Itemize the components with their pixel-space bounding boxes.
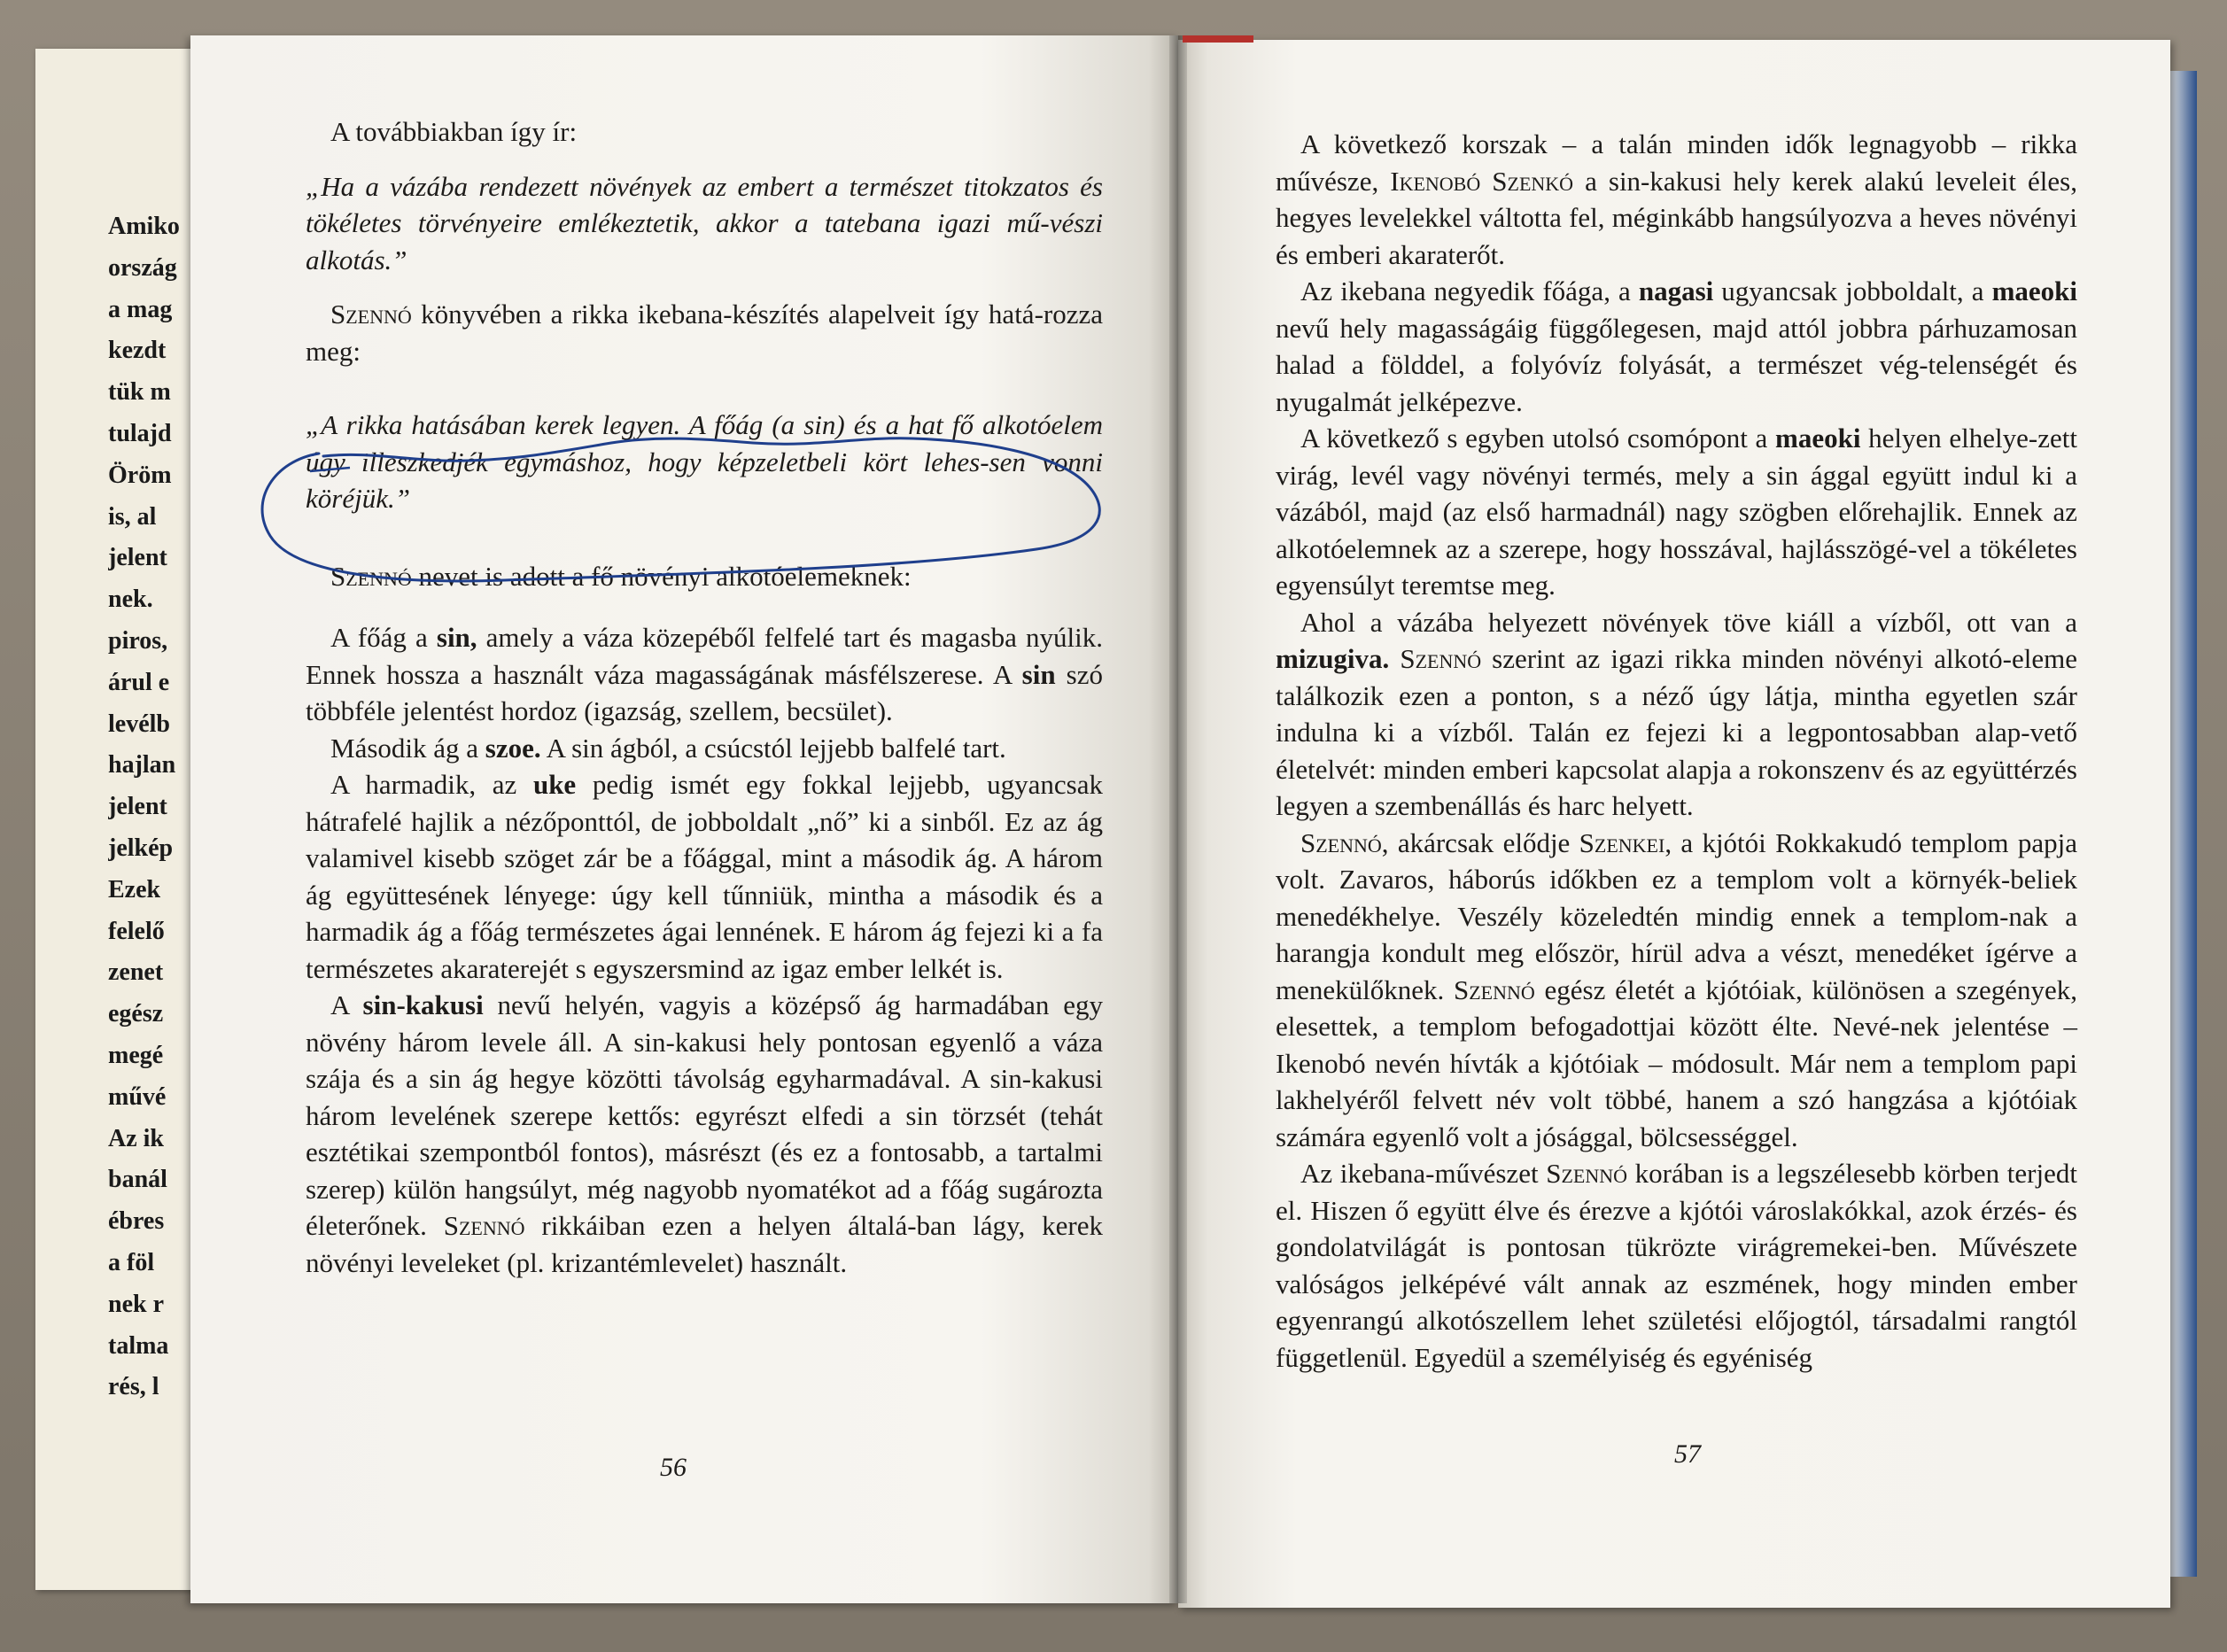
author-name: Szennó [1546, 1158, 1627, 1189]
back-book-line: rés, l [108, 1373, 159, 1401]
back-book-line: kezdt [108, 337, 167, 365]
author-name: Szennó [330, 299, 412, 330]
back-book-line: megé [108, 1041, 164, 1069]
back-book-line: tulajd [108, 419, 172, 447]
back-book-line: Amiko [108, 213, 180, 240]
text: amely a váza közepéből felfelé tart és magasba nyúlik. Ennek hossza a használt váza magasságának másfélszerese. A [306, 622, 1103, 690]
back-book-line: tük m [108, 378, 171, 407]
author-name: Ikenobó Szenkó [1390, 165, 1574, 197]
pen-stroke [262, 438, 1099, 581]
text: nevű helyén, vagyis a középső ág harmadában egy növény három levele áll. A sin-kakusi hely pontosan egyenlő a váza szája és a sin ág hegye közötti távolság egyharmadával. A sin-kakusi három levelének szerepe kettős: egyrészt elfedi a sin törzsét (tehát esztétikai szempontból fontos), másrészt (és ez a fontosabb, a tartalmi szerep) külön hangsúlyt, még nagyobb nyomatékot ad a főág sugározta életerőnek. [306, 989, 1103, 1241]
back-book-line: a mag [108, 295, 173, 323]
back-book-line: piros, [108, 626, 168, 655]
back-book-line: művé [108, 1082, 167, 1111]
pen-stroke [310, 468, 350, 471]
author-name: Szenkei [1579, 826, 1665, 858]
text: A főág a [330, 622, 437, 653]
paragraph [1276, 1155, 2077, 1376]
text: ugyancsak jobboldalt, a [1713, 275, 1992, 306]
text: szó többféle jelentést hordoz (igazság, szellem, becsület). [306, 658, 1103, 726]
back-book-line: banál [108, 1166, 167, 1194]
paragraph [306, 987, 1103, 1281]
quote [306, 168, 1103, 279]
term: uke [532, 769, 577, 800]
pen-circle-annotation [239, 416, 1116, 598]
term: sin, [436, 622, 477, 653]
text: A következő korszak – a talán minden idők legnagyobb – rikka művésze, [1276, 128, 2077, 197]
paragraph [306, 113, 1103, 151]
back-book-line: jelkép [108, 834, 174, 862]
text: A harmadik, az [330, 769, 533, 800]
paragraph [1276, 126, 2077, 273]
author-name: Szennó [443, 1210, 525, 1241]
term: maeoki [1991, 275, 2077, 306]
text: Az ikebana-művészet [1300, 1158, 1547, 1189]
text: egész életét a kjótóiak, különösen a szegények, elesettek, a templom befogadottjai között élte. Nevé-nek jelentése – Ikenobó nevén hívták a kjótóiak – módosult. Már nem a templom papi lakhelyéről felvett név volt többé, hanem a szó hangzása a kjótóiak számára egyenlő volt a jósággal, bölcsességgel. [1276, 973, 2077, 1152]
author-name: Szennó [1300, 826, 1382, 858]
paragraph [306, 766, 1103, 987]
text: A továbbiakban így ír: [330, 116, 578, 147]
back-book-line: hajlan [108, 751, 176, 779]
author-name: Szennó [1400, 643, 1482, 674]
text: nevű hely magasságáig függőlegesen, majd attól jobbra párhuzamosan halad a földdel, a folyóvíz folyását, a természet vég-telenségét és nyugalmát jelképezve. [1276, 312, 2077, 417]
back-book-line: Öröm [108, 461, 172, 489]
term: nagasi [1638, 275, 1714, 306]
back-book-line: talma [108, 1331, 169, 1360]
paragraph [1276, 273, 2077, 420]
paragraph [306, 730, 1103, 767]
back-book-page [35, 49, 213, 1590]
paragraph [306, 619, 1103, 730]
term: mizugiva. [1276, 643, 1390, 674]
paragraph [306, 296, 1103, 369]
text: szerint az igazi rikka minden növényi alkotó-eleme találkozik ezen a ponton, s a néző úgy látja, mintha egyetlen szár indulna ki a vízből. Talán ez fejezi ki a legpontosabban alap-vető életelvét: minden emberi kapcsolat alapja a rokonszenv és az együttérzés legyen a szembenállás és harc helyett. [1276, 643, 2078, 821]
term: maeoki [1775, 423, 1861, 454]
back-book-line: Ezek [108, 875, 161, 904]
back-book-line: egész [108, 1000, 164, 1028]
text: pedig ismét egy fokkal lejjebb, ugyancsak hátrafelé hajlik a nézőponttól, de jobboldalt „nő” ki a sinből. Ez az ág valamivel kisebb szöget zár be a főággal, mint a második ág. A három ág együttesének lényege: úgy kell tűnniük, mintha a második és a harmadik ág a főág természetes ágai lennének. E három ág fejezi ki a fa természetes akaraterejét s egyszersmind az igaz ember lelkét is. [306, 769, 1104, 984]
author-name: Szennó [330, 560, 412, 592]
text: , akárcsak elődje [1381, 826, 1579, 858]
back-book-line: zenet [108, 958, 164, 987]
back-book-line: felelő [108, 917, 165, 945]
paragraph [1276, 825, 2077, 1156]
paragraph [1276, 604, 2077, 825]
term: szoe. [485, 732, 541, 764]
text: a sin-kakusi hely kerek alakú leveleit éles, hegyes levelekkel váltotta fel, méginkább hangsúlyozva a heves növényi és emberi akaraterőt. [1276, 165, 2077, 270]
text: „A rikka hatásában kerek legyen. A főág (a sin) és a hat fő alkotóelem úgy illeszkedjék egymáshoz, hogy képzeletbeli kört lehes-sen vonni köréjük.” [306, 409, 1103, 514]
term: sin-kakusi [362, 989, 484, 1020]
text: nevet is adott a fő növényi alkotóelemeknek: [411, 560, 912, 592]
back-book-line: árul e [108, 668, 170, 696]
back-book-line: jelent [108, 544, 167, 572]
back-book-line: nek r [108, 1290, 164, 1318]
text: Ahol a vázába helyezett növények töve kiáll a vízből, ott van a [1300, 606, 2077, 638]
text: könyvében a rikka ikebana-készítés alapelveit így hatá-rozza meg: [306, 299, 1103, 367]
text: A sin ágból, a csúcstól lejjebb balfelé tart. [540, 732, 1006, 764]
headband [1183, 35, 1253, 43]
text: Az ikebana negyedik főága, a [1300, 275, 1639, 306]
back-book-line: a föl [108, 1248, 155, 1276]
term: sin [1021, 658, 1056, 690]
right-page-text [1276, 126, 2077, 1376]
text: rikkáiban ezen a helyen általá-ban lágy, kerek növényi leveleket (pl. krizantémlevelet) használt. [306, 1210, 1103, 1278]
author-name: Szennó [1453, 973, 1535, 1005]
back-book-line: ország [108, 253, 177, 282]
back-book-line: jelent [108, 793, 167, 821]
page-number: 57 [1674, 1439, 1701, 1469]
back-book-line: is, al [108, 502, 157, 531]
back-book-line: ébres [108, 1207, 165, 1236]
page-number: 56 [660, 1453, 687, 1482]
back-book-line: levélb [108, 710, 170, 738]
text: , a kjótói Rokkakudó templom papja volt. Zavaros, háborús időkben ez a templom volt a környék-beliek menedékhelye. Veszély közeledtén mindig ennek a templom-nak a harangja kondult meg először, hírül adva a vészt, menedéket ígérve a menekülőknek. [1276, 826, 2077, 1005]
text: Második ág a [330, 732, 485, 764]
text: helyen elhelye-zett virág, levél vagy növényi termés, mely a sin ággal együtt indul ki a vázából, majd (az első harmadnál) nagy szögben előrehajlik. Ennek az alkotóelemnek az a szerepe, hogy hosszával, hajlásszögé-vel a tökéletes egyensúlyt teremtse meg. [1276, 423, 2077, 601]
back-book-line: nek. [108, 586, 153, 614]
left-page-text [306, 113, 1103, 1281]
paragraph [1276, 420, 2077, 604]
text: A [330, 989, 363, 1020]
back-book-line: Az ik [108, 1124, 164, 1152]
text: „Ha a vázába rendezett növények az embert a természet titokzatos és tökéletes törvényeire emlékeztetik, akkor a tatebana igazi mű-vészi alkotás.” [306, 170, 1103, 275]
book-spine [1169, 35, 1187, 1603]
text: korában is a legszélesebb körben terjedt el. Hiszen ő együtt élve és érezve a kjótói városlakókkal, azok érzés- és gondolatvilágát is pontosan tükrözte virágremekei-ben. Művészete valóságos jelképévé vált annak az eszmének, hogy minden ember egyenrangú alkotószellem lehet születési előjogtól, társadalmi rangtól függetlenül. Egyedül a személyiség és egyéniség [1276, 1158, 2077, 1373]
text: A következő s egyben utolsó csomópont a [1300, 423, 1775, 454]
